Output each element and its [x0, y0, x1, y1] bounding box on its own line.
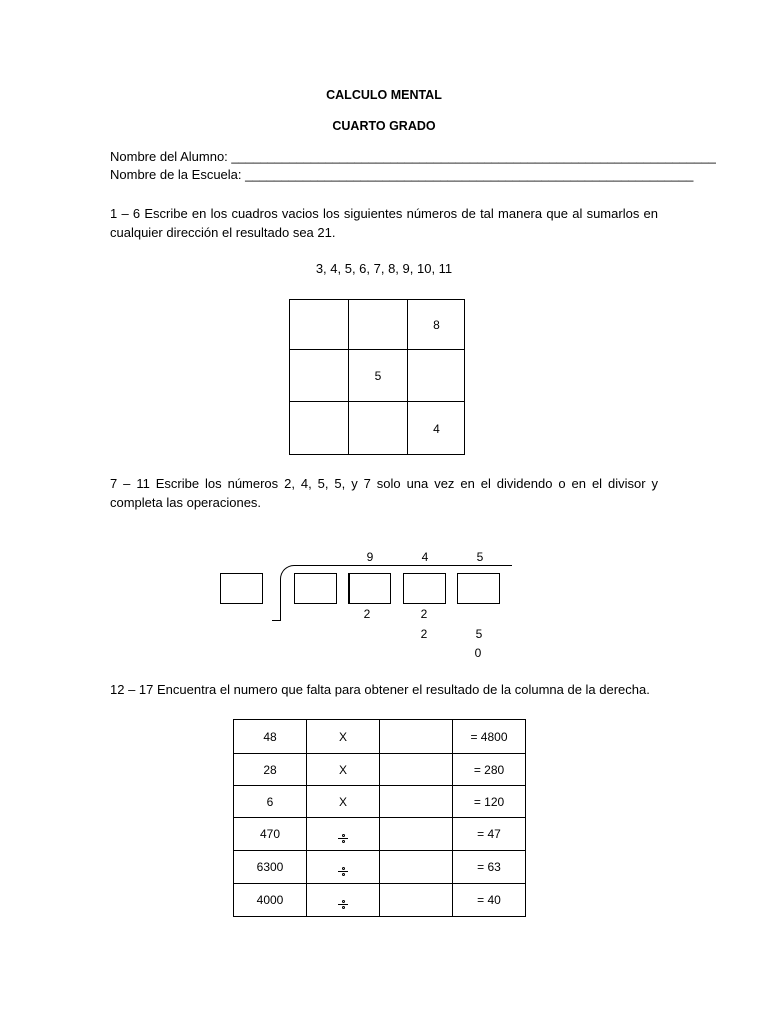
operand-cell: 28: [234, 754, 307, 786]
partial-digit: 2: [363, 607, 371, 621]
result-cell: = 280: [453, 754, 526, 786]
quotient-digit: 4: [421, 550, 429, 564]
table-row: [234, 720, 526, 754]
school-name-field[interactable]: Nombre de la Escuela: ______________________________________________________________: [110, 167, 694, 182]
operand-cell: 470: [234, 818, 307, 851]
magic-cell[interactable]: [349, 300, 408, 350]
magic-square: [289, 299, 465, 455]
quotient-digit: 9: [366, 550, 374, 564]
table-row: [234, 884, 526, 917]
operator-cell: X: [307, 754, 380, 786]
answer-cell[interactable]: [380, 786, 453, 818]
division-bracket-foot: [272, 620, 281, 621]
magic-cell[interactable]: [290, 350, 349, 402]
section3-instructions: 12 – 17 Encuentra el numero que falta para obtener el resultado de la columna de la derecha.: [110, 682, 650, 697]
magic-cell[interactable]: [408, 350, 465, 402]
remainder-digit: 0: [474, 646, 482, 660]
operator-cell: [307, 818, 380, 851]
page-subtitle: CUARTO GRADO: [332, 119, 436, 133]
section1-instructions: 1 – 6 Escribe en los cuadros vacios los siguientes números de tal manera que al sumarlos en cualquier dirección el resultado sea 21.: [110, 206, 658, 240]
table-row: [234, 818, 526, 851]
answer-cell[interactable]: [380, 884, 453, 917]
result-cell: = 47: [453, 818, 526, 851]
partial-digit: 2: [420, 607, 428, 621]
answer-cell[interactable]: [380, 818, 453, 851]
result-cell: = 63: [453, 851, 526, 884]
operand-cell: 4000: [234, 884, 307, 917]
operator-cell: X: [307, 786, 380, 818]
answer-cell[interactable]: [380, 851, 453, 884]
division-icon: [338, 834, 348, 843]
answer-cell[interactable]: [380, 754, 453, 786]
magic-cell[interactable]: [349, 402, 408, 455]
table-row: [234, 754, 526, 786]
student-name-field[interactable]: Nombre del Alumno: ___________________________________________________________________: [110, 149, 716, 164]
dividend-box[interactable]: [457, 573, 500, 604]
answer-cell[interactable]: [380, 720, 453, 754]
dividend-box[interactable]: [294, 573, 337, 604]
number-list: 3, 4, 5, 6, 7, 8, 9, 10, 11: [315, 261, 453, 276]
result-cell: = 120: [453, 786, 526, 818]
magic-cell: 5: [349, 350, 408, 402]
quotient-digit: 5: [476, 550, 484, 564]
result-cell: = 4800: [453, 720, 526, 754]
page-title: CALCULO MENTAL: [326, 88, 442, 102]
dividend-box[interactable]: [403, 573, 446, 604]
operator-cell: X: [307, 720, 380, 754]
table-row: [234, 786, 526, 818]
section2-instructions: 7 – 11 Escribe los números 2, 4, 5, 5, y 7 solo una vez en el dividendo o en el divisor y completa las operaciones.: [110, 476, 658, 510]
table-row: [234, 851, 526, 884]
dividend-box[interactable]: [348, 573, 391, 604]
partial-digit: 2: [420, 627, 428, 641]
partial-digit: 5: [475, 627, 483, 641]
result-cell: = 40: [453, 884, 526, 917]
division-bracket: [280, 565, 294, 621]
division-bar: [294, 565, 512, 566]
operand-cell: 48: [234, 720, 307, 754]
operator-cell: [307, 851, 380, 884]
operator-cell: [307, 884, 380, 917]
operand-cell: 6300: [234, 851, 307, 884]
magic-cell: 8: [408, 300, 465, 350]
operand-cell: 6: [234, 786, 307, 818]
magic-cell[interactable]: [290, 300, 349, 350]
division-icon: [338, 900, 348, 909]
magic-cell[interactable]: [290, 402, 349, 455]
division-icon: [338, 867, 348, 876]
magic-cell: 4: [433, 421, 440, 436]
operations-table: [233, 719, 526, 917]
divisor-box[interactable]: [220, 573, 263, 604]
